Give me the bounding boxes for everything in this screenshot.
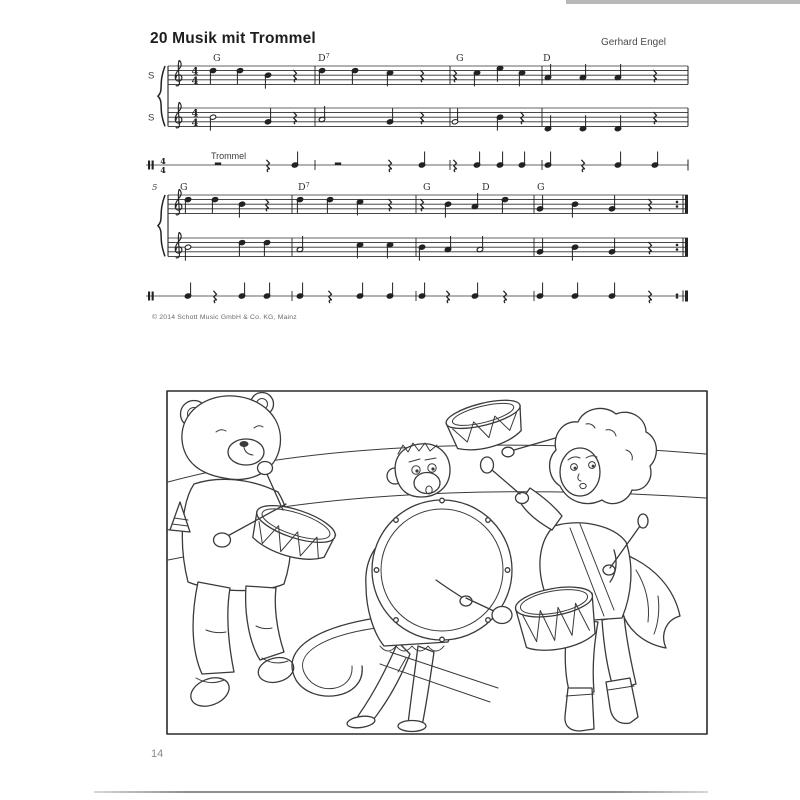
treble-clef — [175, 60, 182, 86]
system-brace — [158, 66, 165, 126]
monkey-shoe-right — [398, 721, 426, 732]
bear-leg-right — [246, 586, 284, 660]
chord-symbol: G — [537, 182, 545, 193]
bear-boot-left — [187, 672, 234, 711]
chord-symbol: D — [543, 53, 551, 64]
flying-drum — [444, 394, 529, 456]
trommel-staff — [146, 283, 688, 304]
composer-name: Gerhard Engel — [600, 37, 666, 48]
chord-symbol: G — [456, 53, 464, 64]
piece-title: 20 Musik mit Trommel — [150, 30, 316, 47]
soprano-staff-1 — [168, 181, 688, 218]
svg-text:4: 4 — [191, 66, 199, 78]
percussion-clef — [148, 161, 150, 170]
percussion-clef — [148, 292, 150, 301]
page-number: 14 — [151, 748, 164, 760]
soprano-staff-1 — [148, 52, 688, 89]
child-mallet-shaft — [492, 470, 520, 494]
bear-paw-right — [258, 462, 273, 475]
drummers-illustration — [166, 390, 708, 735]
voice-label: S — [148, 112, 155, 124]
trommel-staff — [146, 151, 688, 175]
svg-text:4: 4 — [191, 117, 199, 129]
monkey-leg-left — [358, 642, 410, 724]
voice-label: S — [148, 70, 155, 82]
copyright-line: © 2014 Schott Music GmbH & Co. KG, Mainz — [152, 314, 297, 321]
child-mallet-head — [481, 457, 494, 473]
trommel-label: Trommel — [211, 151, 247, 161]
measure-number: 5 — [152, 183, 158, 193]
svg-text:4: 4 — [191, 108, 199, 120]
svg-text:4: 4 — [160, 164, 166, 175]
chord-symbol: D — [482, 182, 490, 193]
monkey-shoe-left — [346, 715, 375, 730]
photo-edge-bottom — [94, 791, 708, 793]
music-system-1 — [146, 52, 688, 175]
monkey-leg-right — [408, 646, 434, 726]
soprano-staff-2 — [168, 232, 688, 261]
monkey-muzzle — [414, 473, 440, 494]
child-hand-right — [603, 565, 615, 575]
bear-paw-left — [214, 533, 231, 547]
chord-symbol: G — [213, 53, 221, 64]
child-stick-head — [638, 514, 648, 528]
monkey-figure — [292, 443, 512, 732]
svg-text:4: 4 — [191, 75, 199, 87]
child-hand-left — [516, 493, 529, 504]
chord-symbol: G — [423, 182, 431, 193]
bear-nose — [240, 441, 249, 447]
monkey-ruffle — [380, 646, 444, 651]
treble-clef — [175, 102, 182, 128]
svg-text:4: 4 — [160, 156, 166, 167]
chord-symbol: G — [180, 182, 188, 193]
bear-figure — [170, 393, 339, 712]
soprano-staff-2 — [148, 102, 688, 131]
treble-clef — [175, 232, 182, 258]
treble-clef — [175, 189, 182, 215]
monkey-mallet-head — [492, 607, 512, 624]
child-face — [560, 448, 600, 496]
chord-symbol: $D^7$ — [318, 52, 330, 64]
system-brace — [158, 195, 165, 256]
music-system-2 — [146, 181, 688, 303]
bear-leg-left — [193, 582, 234, 674]
chord-symbol: $D^7$ — [298, 181, 310, 193]
